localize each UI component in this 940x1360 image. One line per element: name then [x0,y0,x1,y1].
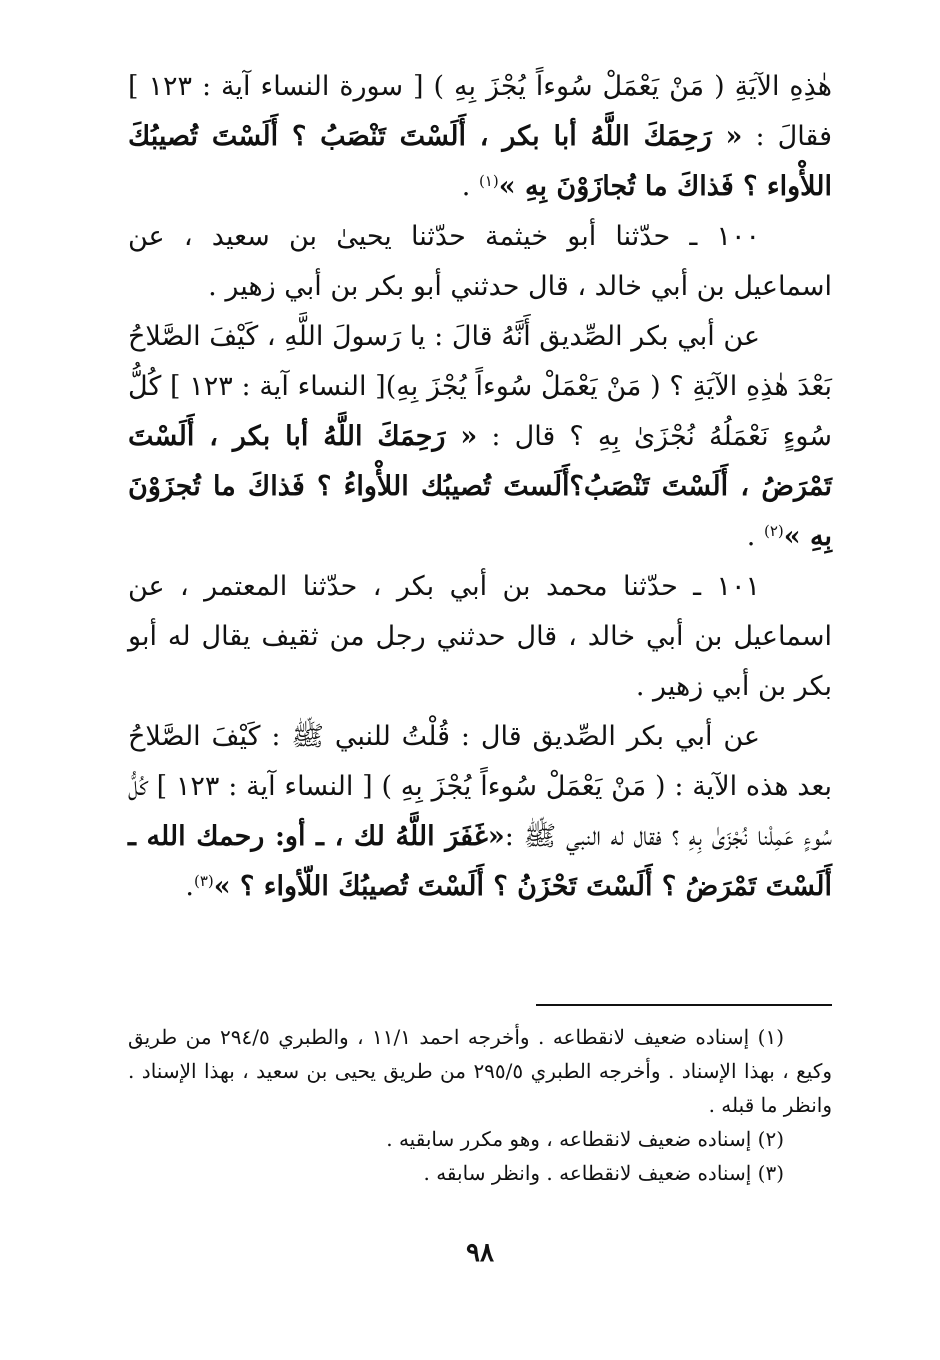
paragraph-text: عن أبي بكر الصِّديق قال : قُلْتُ للنبي ﷺ : كَيْفَ الصَّلاحُ بعد هذه الآية : ( مَنْ يَعْمَلْ سُوءاً يُجْزَ بِهِ ) [ النساء آية : ١٢٣ ] كُلُّ سُوءٍ عَمِلْنا نُجْزَىٰ بِهِ ؟ فقال له النبي ﷺ : [128,721,832,852]
main-text [128,62,832,912]
paragraph-text: هٰذِهِ الآيَةِ ( مَنْ يَعْمَلْ سُوءاً يُجْزَ بِهِ ) [ سورة النساء آية : ١٢٣ ] فقالَ : [128,71,832,152]
page-number: ٩٨ [466,1238,494,1268]
paragraph-end: . [461,171,479,202]
paragraph-hadith-101 [128,712,832,912]
footnote-1: (١) إسناده ضعيف لانقطاعه . وأخرجه احمد ١١/١ ، والطبري ٢٩٤/٥ من طريق وكيع ، بهذا الإسناد . وأخرجه الطبري ٢٩٥/٥ من طريق يحيى بن سعيد ، بهذا الإسناد . وانظر ما قبله . [128,1025,832,1117]
footnote-2: (٢) إسناده ضعيف لانقطاعه ، وهو مكرر سابقيه . [386,1127,784,1151]
footnotes [128,1020,832,1190]
paragraph-isnad-101 [128,562,832,712]
footnote-reference: (٣) [193,872,214,890]
paragraph-verse-continuation [128,62,832,212]
paragraph-hadith-100 [128,312,832,562]
paragraph-end: . [185,871,194,902]
hadith-quote: « رَحِمَكَ اللَّهُ أبا بكر ، أَلَسْتَ تَنْصَبُ ؟ أَلَسْتَ تُصيبُكَ اللأْواء ؟ فَذاكَ ما تُجازَوْنَ بِهِ » [128,121,832,202]
hadith-quote: « رَحِمَكَ اللَّهُ أبا بكر ، أَلَسْتَ تَمْرَضُ ، أَلَسْتَ تَنْصَبُ؟أَلَستَ تُصيبُك اللأْواءُ ؟ فَذاكَ ما تُجزَوْنَ بِهِ » [128,421,832,552]
book-page [128,62,832,1352]
footnote-separator [536,1004,832,1006]
hadith-quote: «غَفَرَ اللَّهُ لك ، ـ أو: رحمك الله ـ أَلَسْتَ تَمْرَضُ ؟ أَلَسْتَ تَحْزَنُ ؟ أَلَسْتَ تُصيبُكَ اللّأواء ؟ » [128,821,832,902]
paragraph-isnad-100 [128,212,832,312]
footnote-reference: (١) [478,172,499,190]
paragraph-text: عن أبي بكر الصِّديق أَنَّهُ قالَ : يا رَسولَ اللَّهِ ، كَيْفَ الصَّلاحُ بَعْدَ هٰذِهِ الآيَةِ ؟ ( مَنْ يَعْمَلْ سُوءاً يُجْزَ بِهِ)[ النساء آية : ١٢٣ ] كُلُّ سُوءٍ نَعْمَلُهُ نُجْزَىٰ بِهِ ؟ قال : [128,321,832,452]
paragraph-end: . [746,521,764,552]
footnote-reference: (٢) [763,522,784,540]
footnote-3: (٣) إسناده ضعيف لانقطاعه . وانظر سابقه . [423,1161,784,1185]
paragraph-text: ١٠٠ ـ حدّثنا أبو خيثمة حدّثنا يحيىٰ بن سعيد ، عن اسماعيل بن أبي خالد ، قال حدثني أبو بكر بن أبي زهير . [128,221,832,302]
paragraph-text: ١٠١ ـ حدّثنا محمد بن أبي بكر ، حدّثنا المعتمر ، عن اسماعيل بن أبي خالد ، قال حدثني رجل من ثقيف يقال له أبو بكر بن أبي زهير . [128,571,832,702]
